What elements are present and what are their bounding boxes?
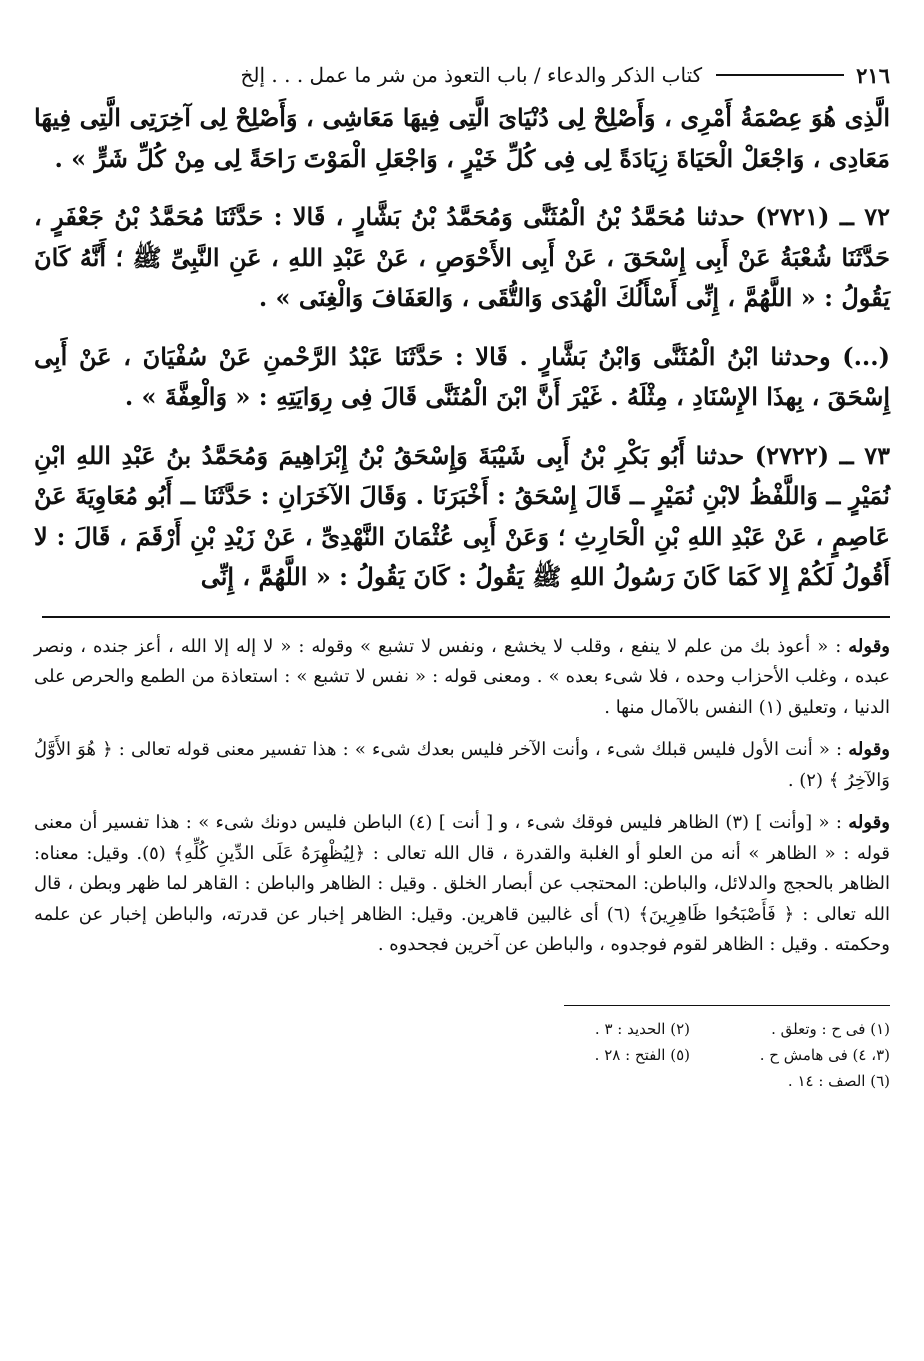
commentary-keyword: وقوله — [848, 812, 890, 833]
commentary-body: : « أنت الأول فليس قبلك شىء ، وأنت الآخر فليس بعدك شىء » : هذا تفسير معنى قوله تعالى : ﴿ هُوَ الأَوَّلُ وَالآخِرُ ﴾ (٢) . — [34, 739, 890, 791]
commentary-body: : « أعوذ بك من علم لا ينفع ، وقلب لا يخشع ، ونفس لا تشبع » وقوله : « لا إله إلا الله ، أعز جنده ، ونصر عبده ، وغلب الأحزاب وحده ، فلا شىء بعده » . ومعنى قوله : « نفس لا تشبع » : استعاذة من الطمع والحرص على الدنيا ، وتعليق (١) النفس بالآمال منها . — [34, 635, 890, 718]
footnote: (١) فى ح : وتعلق . — [771, 1019, 890, 1038]
hadith-paragraph: ٧٣ ــ (٢٧٢٢) حدثنا أَبُو بَكْرِ بْنُ أَبِى شَيْبَةَ وَإِسْحَقُ بْنُ إِبْرَاهِيمَ وَمُحَمَّدُ بنُ عَبْدِ اللهِ ابْنِ نُمَيْرٍ ــ وَاللَّفْظُ لابْنِ نُمَيْرٍ ــ قَالَ إِسْحَقُ : أَخْبَرَنَا . وَقَالَ الآخَرَانِ : حَدَّثَنَا ــ أَبُو مُعَاوِيَةَ عَنْ عَاصِمٍ ، عَنْ عَبْدِ اللهِ بْنِ الْحَارِثِ ؛ وَعَنْ أَبِى عُثْمَانَ النَّهْدِىِّ ، عَنْ زَيْدِ بْنِ أَرْقَمَ ، قَالَ : لا أَقُولُ لَكُمْ إِلا كَمَا كَانَ رَسُولُ اللهِ ﷺ يَقُولُ : كَانَ يَقُولُ : « اللَّهُمَّ ، إِنِّى — [34, 440, 890, 591]
hadith-paragraph: الَّذِى هُوَ عِصْمَةُ أَمْرِى ، وَأَصْلِحْ لِى دُنْيَاىَ الَّتِى فِيهَا مَعَاشِى ، وَأَصْلِحْ لِى آخِرَتِى الَّتِى فِيهَا مَعَادِى ، وَاجْعَلْ الْحَيَاةَ زِيَادَةً لِى فِى كُلِّ خَيْرٍ ، وَاجْعَلِ الْمَوْتَ رَاحَةً لِى مِنْ كُلِّ شَرٍّ » . — [34, 103, 890, 173]
page-number: ٢١٦ — [856, 62, 890, 88]
commentary-paragraph — [34, 632, 890, 724]
commentary-body: : « [وأنت ] (٣) الظاهر فليس فوقك شىء ، و [ أنت ] (٤) الباطن فليس دونك شىء » : هذا تفسير أن معنى قوله : « الظاهر » أنه من العلو أو الغلبة والقدرة ، قال الله تعالى : ﴿لِيُظْهِرَهُ عَلَى الدِّينِ كُلِّهِ﴾ (٥). وقيل: معناه: الظاهر بالحجج والدلائل، والباطن: المحتجب عن أبصار الخلق . وقيل : الظاهر والباطن : القاهر لما ظهر وبطن ، قال الله تعالى : ﴿ فَأَصْبَحُوا ظَاهِرِينَ﴾ (٦) أى غالبين قاهرين. وقيل: الظاهر إخبار عن قدرته، والباطن إخبار عن علمه وحكمته . وقيل : الظاهر لقوم فوجدوه ، والباطن عن آخرين فجحدوه . — [34, 812, 890, 955]
header-rule — [716, 74, 844, 76]
commentary-divider — [42, 616, 890, 618]
hadith-paragraph: ٧٢ ــ (٢٧٢١) حدثنا مُحَمَّدُ بْنُ الْمُثَنَّى وَمُحَمَّدُ بْنُ بَشَّارٍ ، قَالا : حَدَّثَنَا مُحَمَّدُ بْنُ جَعْفَرٍ ، حَدَّثَنَا شُعْبَةُ عَنْ أَبِى إِسْحَقَ ، عَنْ أَبِى الأَحْوَصِ ، عَنْ عَبْدِ اللهِ ، عَنِ النَّبِىِّ ﷺ ؛ أَنَّهُ كَانَ يَقُولُ : « اللَّهُمَّ ، إِنِّى أَسْأَلُكَ الْهُدَى وَالتُّقَى ، وَالعَفَافَ وَالْغِنَى » . — [34, 202, 891, 312]
running-header — [34, 58, 890, 92]
hadith-text — [34, 98, 890, 598]
commentary-paragraph — [34, 808, 890, 961]
footnote: (٢) الحديد : ٣ . — [594, 1019, 690, 1038]
commentary-keyword: وقوله — [848, 635, 890, 657]
book-page — [34, 58, 890, 1094]
footnote: (٣، ٤) فى هامش ح . — [759, 1045, 890, 1064]
commentary-keyword: وقوله — [848, 739, 890, 760]
footnote: (٥) الفتح : ٢٨ . — [594, 1045, 690, 1064]
hadith-paragraph: (...) وحدثنا ابْنُ الْمُثَنَّى وَابْنُ بَشَّارٍ . قَالا : حَدَّثَنَا عَبْدُ الرَّحْمنِ عَنْ سُفْيَانَ ، عَنْ أَبِى إِسْحَقَ ، بِهذَا الإِسْنَادِ ، مِثْلَهُ . غَيْرَ أَنَّ ابْنَ الْمُثَنَّى قَالَ فِى رِوَايَتِهِ : « وَالْعِفَّةَ » . — [34, 341, 890, 411]
commentary-paragraph — [34, 735, 890, 796]
footnote-divider — [564, 1005, 890, 1006]
footnotes — [34, 1016, 890, 1094]
commentary-section — [34, 632, 890, 961]
footnote: (٦) الصف : ١٤ . — [787, 1071, 890, 1090]
chapter-title: كتاب الذكر والدعاء / باب التعوذ من شر ما عمل . . . إلخ — [240, 63, 703, 87]
